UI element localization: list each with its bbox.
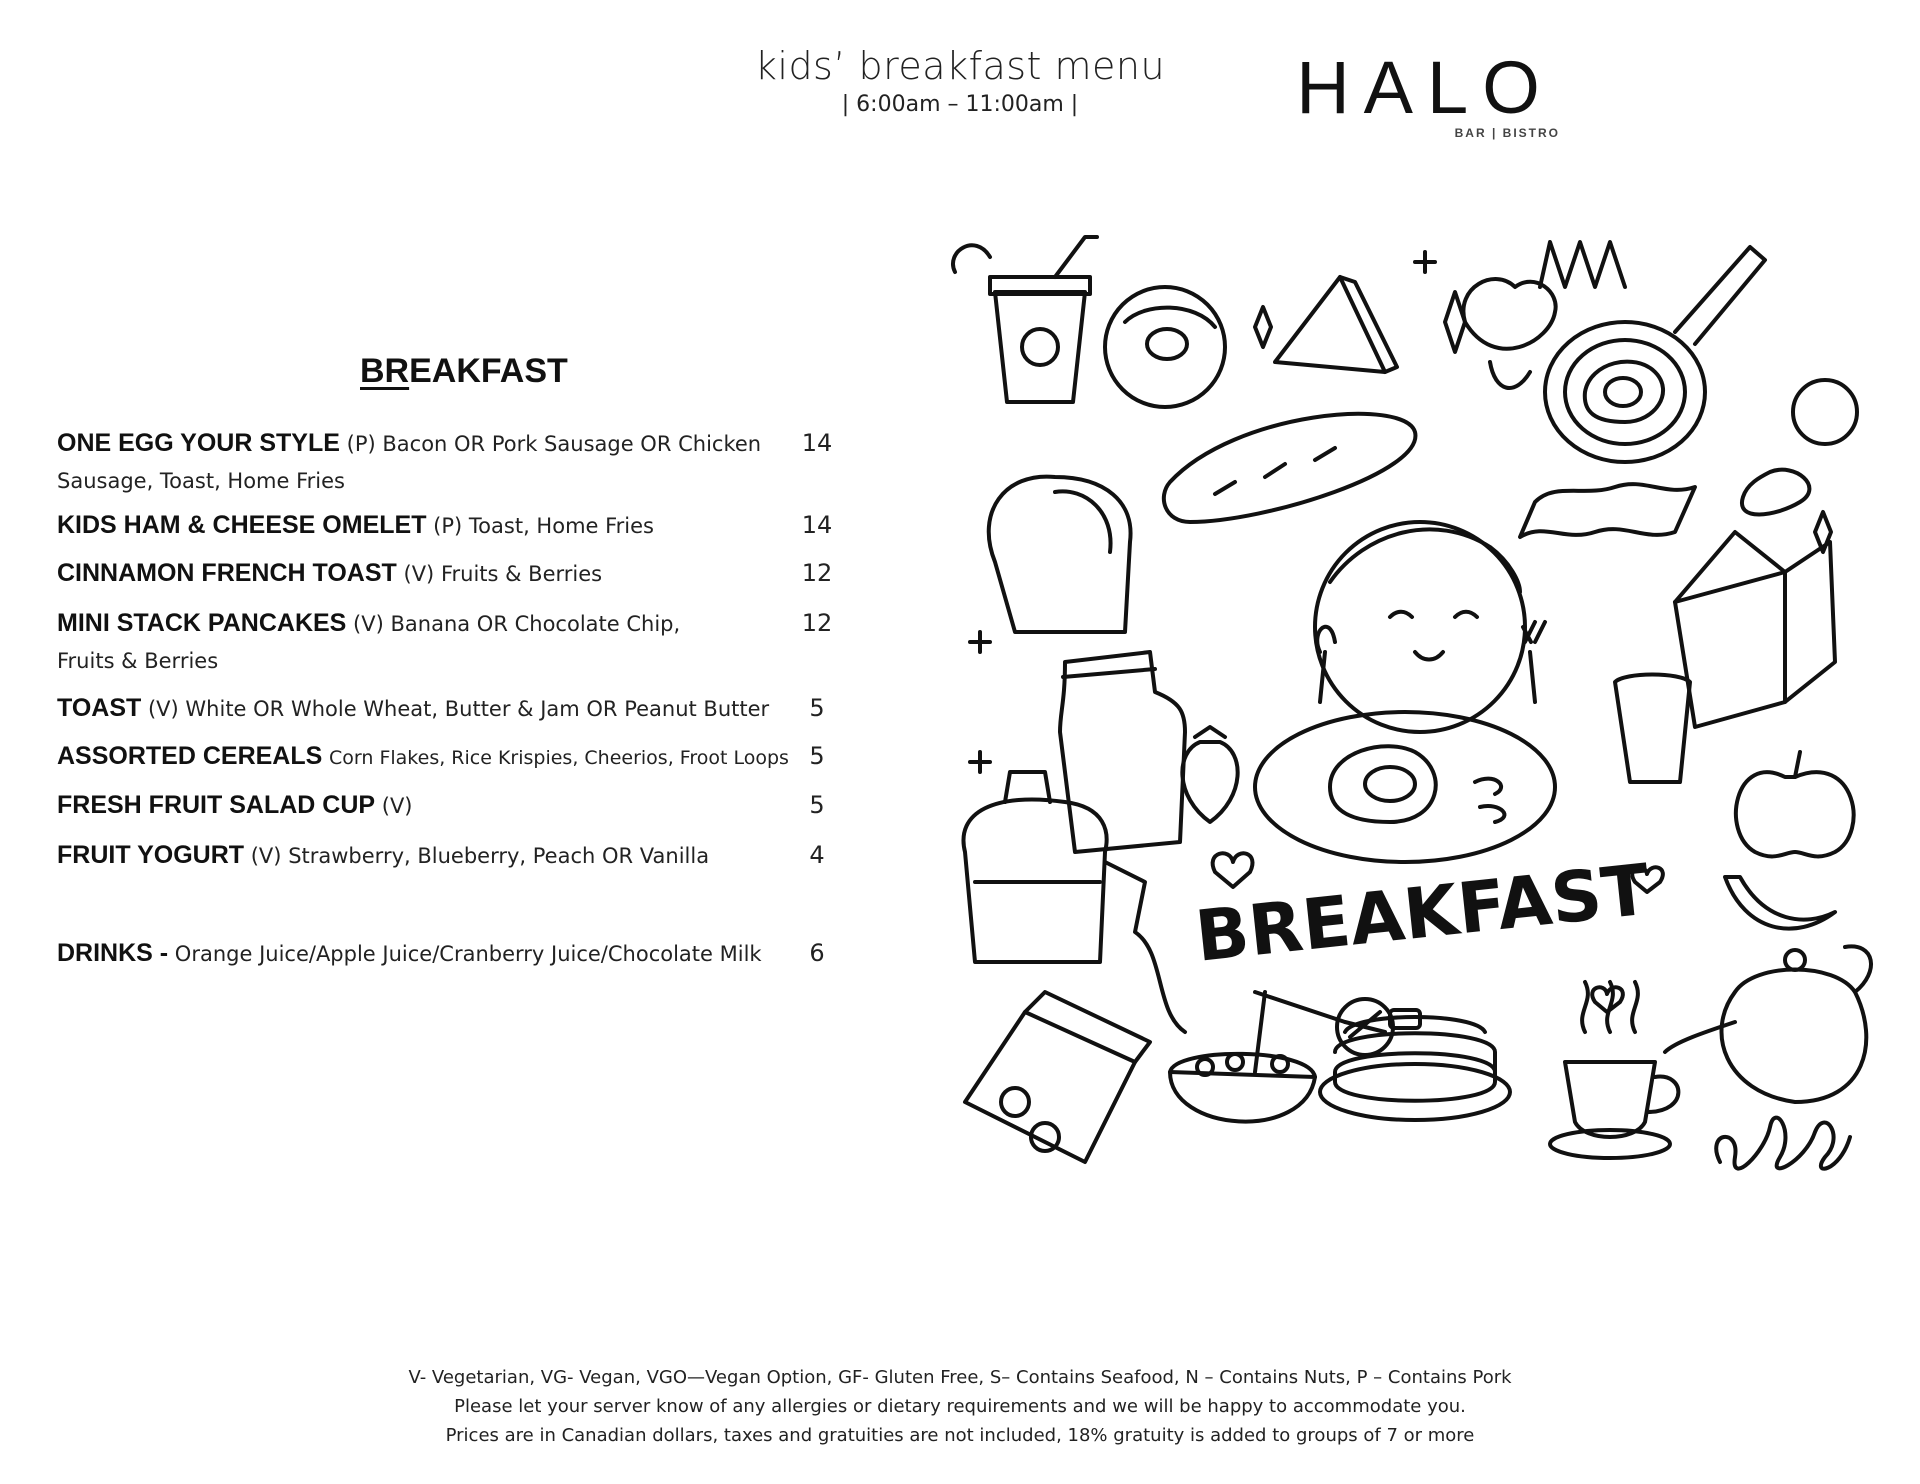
menu-item [57, 837, 847, 875]
item-tag: (P) [433, 514, 463, 538]
banana-icon [1725, 877, 1835, 929]
item-description: Bacon OR Pork Sausage OR Chicken Sausage, Toast, Home Fries [57, 432, 762, 493]
item-name: FRUIT YOGURT [57, 841, 245, 869]
baguette-icon [1164, 414, 1416, 522]
item-price: 4 [809, 841, 825, 869]
cereal-bowl-icon [1170, 992, 1315, 1122]
logo-subtitle: BAR | BISTRO [1454, 126, 1560, 140]
egg-icon [1793, 380, 1857, 444]
sparkle-icon [970, 752, 990, 772]
cereal-box-icon [965, 992, 1150, 1162]
sandwich-icon [1275, 277, 1397, 372]
footer-legend: V- Vegetarian, VG- Vegan, VGO—Vegan Option, GF- Gluten Free, S– Contains Seafood, N – Contains Nuts, P – Contains Pork [408, 1367, 1512, 1388]
plate-egg-icon [1255, 712, 1555, 862]
item-price: 5 [809, 694, 825, 722]
menu-title: kids’ breakfast menu [754, 44, 1166, 88]
item-tag: (V) [381, 794, 413, 818]
croissant-icon [1463, 279, 1555, 388]
item-tag: (P) [346, 432, 376, 456]
menu-item-drinks [57, 935, 847, 973]
item-name: ONE EGG YOUR STYLE [57, 429, 340, 457]
glass-icon [1615, 675, 1690, 783]
item-name: ASSORTED CEREALS [57, 742, 323, 770]
item-description: Banana OR Chocolate Chip, Fruits & Berries [57, 612, 681, 673]
item-tag: (V) [250, 844, 282, 868]
item-description: Toast, Home Fries [468, 514, 654, 538]
item-name: KIDS HAM & CHEESE OMELET [57, 511, 427, 539]
menu-item [57, 555, 847, 593]
bacon-icon [1520, 484, 1695, 537]
item-description: Corn Flakes, Rice Krispies, Cheerios, Froot Loops [329, 747, 789, 769]
item-name: FRESH FRUIT SALAD CUP [57, 791, 376, 819]
bread-loaf-icon [989, 477, 1131, 632]
halo-logo [1290, 48, 1560, 148]
menu-item [57, 507, 847, 545]
menu-item [57, 738, 847, 777]
breakfast-lettering: BREAKFAST [1191, 848, 1654, 978]
item-description: Strawberry, Blueberry, Peach OR Vanilla [288, 844, 710, 868]
item-description: Fruits & Berries [440, 562, 603, 586]
item-name: MINI STACK PANCAKES [57, 609, 347, 637]
item-name: DRINKS - [57, 939, 169, 967]
item-price: 12 [801, 609, 833, 637]
item-tag: (V) [147, 697, 179, 721]
item-price: 14 [801, 511, 833, 539]
sparkle-icon [970, 632, 990, 652]
kid-face-icon [1315, 522, 1545, 732]
spiral-doodle [1716, 1118, 1850, 1169]
item-name: CINNAMON FRENCH TOAST [57, 559, 397, 587]
frying-pan-icon [1545, 247, 1765, 462]
item-price: 14 [801, 429, 833, 457]
strawberry-icon [1182, 727, 1237, 822]
section-title-breakfast [360, 352, 568, 391]
milk-carton-icon [1675, 532, 1835, 727]
apple-icon [1736, 752, 1854, 856]
honey-dipper-icon [1255, 992, 1393, 1055]
item-price: 12 [801, 559, 833, 587]
teapot-icon [1665, 946, 1871, 1102]
section-title-rest: EAKFAST [409, 352, 568, 390]
menu-item [57, 425, 847, 500]
menu-item [57, 605, 847, 680]
heart-icon [1213, 853, 1253, 887]
sausage-icon [1742, 470, 1809, 515]
item-description: Orange Juice/Apple Juice/Cranberry Juice/Chocolate Milk [174, 942, 762, 966]
item-price: 5 [809, 791, 825, 819]
jar-icon [1060, 652, 1185, 852]
footer-pricing-note: Prices are in Canadian dollars, taxes and gratuities are not included, 18% gratuity is added to groups of 7 or more [445, 1425, 1475, 1446]
breakfast-doodle-illustration [935, 232, 1880, 1192]
kettle-icon [963, 772, 1185, 1032]
sparkle-icon [1415, 252, 1435, 272]
item-tag: (V) [403, 562, 435, 586]
footer-allergy-note: Please let your server know of any allergies or dietary requirements and we will be happy to accommodate you. [454, 1396, 1466, 1417]
pancakes-icon [1320, 1010, 1510, 1120]
item-price: 6 [809, 939, 825, 967]
item-name: TOAST [57, 694, 142, 722]
sparkle-icon [1445, 292, 1465, 352]
item-tag: (V) [353, 612, 384, 636]
menu-item [57, 787, 847, 825]
zigzag-doodle [1540, 242, 1625, 287]
menu-item [57, 690, 847, 728]
donut-icon [1105, 287, 1225, 407]
logo-wordmark: HALO [1296, 46, 1554, 129]
menu-hours: | 6:00am – 11:00am | [841, 92, 1079, 117]
item-description: White OR Whole Wheat, Butter & Jam OR Peanut Butter [185, 697, 770, 721]
drink-cup-icon [953, 237, 1097, 402]
footer-notes [360, 1363, 1560, 1450]
item-price: 5 [809, 742, 825, 770]
section-title-underlined: BR [360, 352, 410, 390]
sparkle-icon [1255, 307, 1271, 347]
